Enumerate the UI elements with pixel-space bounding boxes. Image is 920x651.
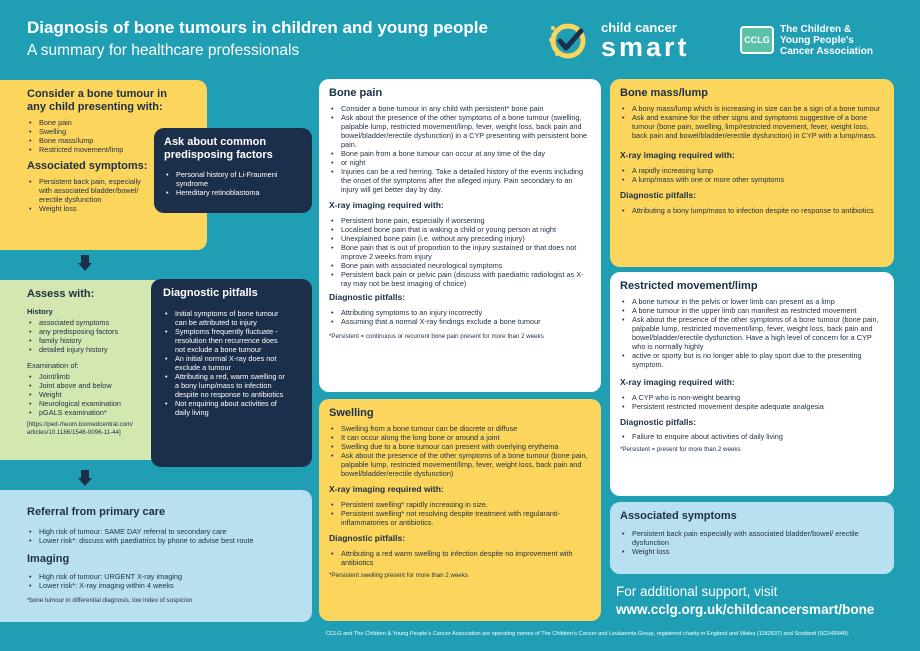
list-item: • Symptoms frequently fluctuate - resolution then recurrence does not exclude a bone tumour: [163, 327, 288, 354]
list-item: • High risk of tumour: URGENT X-ray imaging: [27, 572, 302, 581]
bone-pain-card: [319, 79, 601, 392]
logo2-line3: Cancer Association: [780, 46, 873, 57]
page-subtitle: A summary for healthcare professionals: [27, 42, 300, 59]
list-item: • Injuries can be a red herring. Take a detailed history of the events including the onset of the symptoms after the alleged injury. Pain secondary to an injury will get better day by day.: [329, 167, 591, 194]
examination-heading: Examination of:: [27, 361, 79, 370]
associated-symptoms-card: [610, 502, 894, 574]
bone-mass-xray-list: [620, 166, 884, 184]
swelling-xray-list: [329, 500, 591, 527]
imaging-heading: Imaging: [27, 553, 70, 565]
list-item: • Swelling from a bone tumour can be discrete or diffuse: [329, 424, 591, 433]
list-item: • Weight loss: [27, 204, 147, 213]
bone-mass-pitfalls-heading: Diagnostic pitfalls:: [620, 190, 697, 200]
list-item: • Localised bone pain that is waking a child or young person at night: [329, 225, 591, 234]
list-item: • A bone tumour in the pelvis or lower limb can present as a limp: [620, 297, 884, 306]
swelling-list: [329, 424, 591, 478]
swelling-pitfalls-heading: Diagnostic pitfalls:: [329, 533, 406, 543]
history-heading: History: [27, 307, 53, 316]
list-item: • Ask about the presence of the other symptoms of a bone tumour (bone pain, palpable lump, restricted movement/limp, fever, weight loss, back pain and bowel/bladder/erectile dysfunction. Have a high level of concern for a CYP who is normally highly: [620, 315, 884, 351]
restricted-pitfalls-heading: Diagnostic pitfalls:: [620, 417, 697, 427]
list-item: • Bone pain: [27, 118, 197, 127]
list-item: • Joint/limb: [27, 372, 197, 381]
bone-pain-xray-list: [329, 216, 591, 288]
predisposing-list: [164, 170, 279, 197]
list-item: • Attributing symptoms to an injury incorrectly: [329, 308, 591, 317]
restricted-xray-list: [620, 393, 884, 411]
list-item: • pGALS examination*: [27, 408, 197, 417]
restricted-heading: Restricted movement/limp: [620, 280, 758, 292]
checkmark-circle-icon: [545, 18, 591, 64]
list-item: • A CYP who is non-weight bearing: [620, 393, 884, 402]
logo1-line2: smart: [601, 32, 690, 62]
list-item: • Persistent swelling* not resolving despite treatment with regularanti-inflammatories or antibiotics.: [329, 509, 591, 527]
associated-symptoms-list: [620, 529, 860, 556]
bone-pain-xray-heading: X-ray imaging required with:: [329, 200, 444, 210]
bone-pain-note: *Persistent = continuous or recurrent bone pain present for more than 2 weeks: [329, 333, 544, 340]
support-text: For additional support, visit: [616, 584, 778, 599]
swelling-pitfalls-list: [329, 549, 591, 567]
predisposing-card: [154, 128, 312, 213]
pitfalls-list: [163, 309, 288, 417]
footer-text: CCLG and The Children & Young People's Cancer Association are operating names of The Children's Cancer and Leukaemia Group, registered charity in England and Wales (1182637) and Scotland (SC049948).: [326, 631, 850, 637]
list-item: • associated symptoms: [27, 318, 197, 327]
list-item: • Bone pain from a bone tumour can occur at any time of the day: [329, 149, 591, 158]
list-item: • family history: [27, 336, 197, 345]
list-item: • Assuming that a normal X-ray findings exclude a bone tumour: [329, 317, 591, 326]
down-arrow-icon: [78, 470, 92, 486]
bone-pain-heading: Bone pain: [329, 87, 383, 99]
bone-pain-pitfalls-heading: Diagnostic pitfalls:: [329, 292, 406, 302]
list-item: • Persistent bone pain, especially if worsening: [329, 216, 591, 225]
referral-heading: Referral from primary care: [27, 506, 166, 518]
list-item: • Weight: [27, 390, 197, 399]
bone-mass-heading: Bone mass/lump: [620, 87, 709, 99]
referral-note: *bone tumour in differential diagnosis, low index of suspicion: [27, 597, 193, 604]
list-item: • any predisposing factors: [27, 327, 197, 336]
associated-symptoms-heading: Associated symptoms: [620, 510, 737, 522]
restricted-pitfalls-list: [620, 432, 884, 441]
page-title: Diagnosis of bone tumours in children and young people: [27, 18, 488, 37]
list-item: • A rapidly increasing lump: [620, 166, 884, 175]
cclg-badge: CCLG: [740, 26, 774, 54]
list-item: • Lower risk*: discuss with paediatrics by phone to advise best route: [27, 536, 302, 545]
bone-mass-list: [620, 104, 884, 140]
list-item: • Swelling due to a bone tumour can present with overlying erythema: [329, 442, 591, 451]
list-item: • Swelling: [27, 127, 197, 136]
bone-pain-list: [329, 104, 591, 194]
assess-heading: Assess with:: [27, 288, 95, 300]
list-item: • Ask and examine for the other signs and symptoms suggestive of a bone tumour (bone pain, swelling, limp/restricted movement, fever, weight loss, back pain and bowel/bladder/erectile dysfunction) in CYP with a lump/mass.: [620, 113, 884, 140]
list-item: • Persistent swelling* rapidly increasing in size.: [329, 500, 591, 509]
list-item: • Joint above and below: [27, 381, 197, 390]
list-item: • Attributing a red, warm swelling or a bony lump/mass to infection despite no response to antibiotics: [163, 372, 288, 399]
swelling-heading: Swelling: [329, 407, 374, 419]
list-item: • Personal history of Li-Fraumeni syndrome: [164, 170, 279, 188]
list-item: • Persistent restricted movement despite adequate analgesia: [620, 402, 884, 411]
list-item: • It can occur along the long bone or around a joint: [329, 433, 591, 442]
list-item: • or night: [329, 158, 591, 167]
restricted-list: [620, 297, 884, 369]
child-cancer-smart-logo: [545, 16, 715, 66]
list-item: • Ask about the presence of the other symptoms of a bone tumour (swelling, palpable lump, restricted movement/limp, fever, weight loss, back pain and bowel/bladder/erectile dysfunction) in a CYP presenting with persistent bone pain.: [329, 113, 591, 149]
list-item: • Lower risk*: X-ray imaging within 4 weeks: [27, 581, 302, 590]
list-item: • Not enquiring about activities of daily living: [163, 399, 288, 417]
list-item: • Restricted movement/limp: [27, 145, 197, 154]
list-item: • Persistent back pain or pelvic pain (discuss with paediatric radiologist as X-ray may not be best imaging of choice): [329, 270, 591, 288]
bone-mass-pitfalls-list: [620, 206, 884, 215]
list-item: • Bone pain with associated neurological symptoms: [329, 261, 591, 270]
restricted-xray-heading: X-ray imaging required with:: [620, 377, 735, 387]
list-item: • Bone pain that is out of proportion to the injury sustained or that does not improve 2 weeks from injury: [329, 243, 591, 261]
associated-list: [27, 177, 147, 213]
restricted-note: *Persistent = present for more than 2 weeks: [620, 446, 741, 453]
swelling-note: *Persistent swelling present for more than 2 weeks: [329, 572, 468, 579]
referral-card: [0, 490, 312, 622]
pitfalls-card: [151, 279, 312, 467]
bone-mass-xray-heading: X-ray imaging required with:: [620, 150, 735, 160]
swelling-xray-heading: X-ray imaging required with:: [329, 484, 444, 494]
imaging-list: [27, 572, 302, 590]
bone-pain-pitfalls-list: [329, 308, 591, 326]
list-item: • An initial normal X-ray does not exclude a tumour: [163, 354, 288, 372]
restricted-movement-card: [610, 272, 894, 496]
list-item: • A bone tumour in the upper limb can manifest as restricted movement: [620, 306, 884, 315]
logo2-line1: The Children &: [780, 24, 852, 35]
bone-mass-card: [610, 79, 894, 267]
list-item: • Hereditary retinoblastoma: [164, 188, 279, 197]
list-item: • Neurological examination: [27, 399, 197, 408]
list-item: • Consider a bone tumour in any child with persistent* bone pain: [329, 104, 591, 113]
list-item: • Failure to enquire about activities of daily living: [620, 432, 884, 441]
list-item: • active or sporty but is no longer able to play sport due to the presenting symptom.: [620, 351, 884, 369]
swelling-card: [319, 399, 601, 621]
list-item: • Initial symptoms of bone tumour can be attributed to injury: [163, 309, 288, 327]
down-arrow-icon: [78, 255, 92, 271]
cclg-logo: [740, 22, 905, 62]
list-item: • Persistent back pain, especially with associated bladder/bowel/ erectile dysfunction: [27, 177, 147, 204]
list-item: • detailed injury history: [27, 345, 197, 354]
list-item: • Unexplained bone pain (i.e. without any preceding injury): [329, 234, 591, 243]
consider-heading: Consider a bone tumour in any child presenting with:: [27, 88, 167, 113]
list-item: • Bone mass/lump: [27, 136, 197, 145]
logo2-line2: Young People's: [780, 35, 854, 46]
pgals-reference: [https://ped-rheum.biomedcentral.com/ articles/10.1186/1546-0096-11-44]: [27, 421, 133, 436]
predisposing-heading: Ask about common predisposing factors: [164, 136, 273, 161]
list-item: • High risk of tumour: SAME DAY referral to secondary care: [27, 527, 302, 536]
list-item: • A bony mass/lump which is increasing in size can be a sign of a bone tumour: [620, 104, 884, 113]
list-item: • Persistent back pain especially with associated bladder/bowel/ erectile dysfunction: [620, 529, 860, 547]
list-item: • A lump/mass with one or more other symptoms: [620, 175, 884, 184]
pitfalls-heading: Diagnostic pitfalls: [163, 287, 258, 299]
associated-heading: Associated symptoms:: [27, 160, 148, 172]
list-item: • Ask about the presence of the other symptoms of a bone tumour (bone pain, palpable lump, restricted movement/limp, fever, weight loss, back pain and bowel/bladder/erectile dysfunction): [329, 451, 591, 478]
logo1-line1: child cancer: [601, 20, 677, 35]
referral-list: [27, 527, 302, 545]
list-item: • Attributing a bony lump/mass to infection despite no response to antibiotics: [620, 206, 884, 215]
list-item: • Weight loss: [620, 547, 860, 556]
list-item: • Attributing a red warm swelling to infection despite no improvement with antibiotics: [329, 549, 591, 567]
support-link[interactable]: www.cclg.org.uk/childcancersmart/bone: [616, 602, 875, 617]
